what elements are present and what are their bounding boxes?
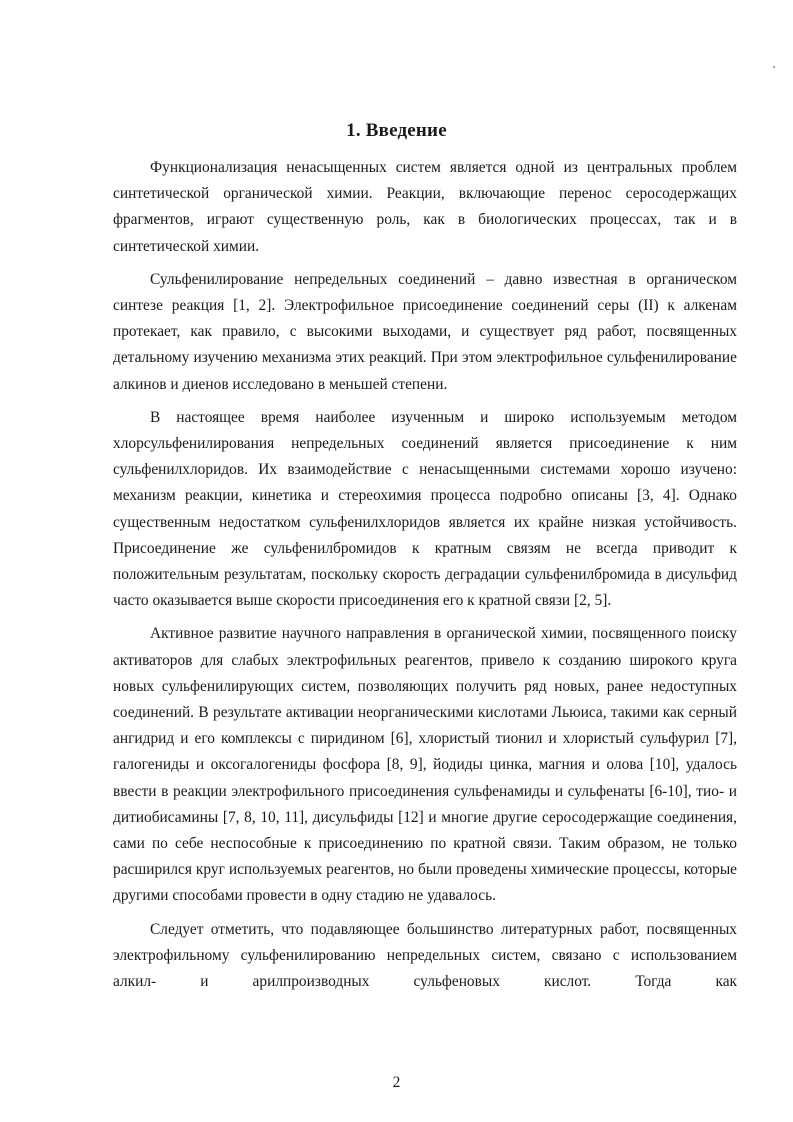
paragraph-2: Сульфенилирование непредельных соединений – давно известная в органическом синтезе реакция [1, 2]. Электрофильное присоединение соединений серы (II) к алкенам протекает, как правило, с высокими выходами, и существует ряд работ, посвященных детальному изучению механизма этих реакций. При этом электрофильное сульфенилирование алкинов и диенов исследовано в меньшей степени. <box>113 270 737 393</box>
document-body <box>113 155 737 995</box>
paragraph-3: В настоящее время наиболее изученным и широко используемым методом хлорсульфенилирования непредельных соединений является присоединение к ним сульфенилхлоридов. Их взаимодействие с ненасыщенными системами хорошо изучено: механизм реакции, кинетика и стереохимия процесса подробно описаны [3, 4]. Однако существенным недостатком сульфенилхлоридов является их крайне низкая устойчивость. Присоединение же сульфенилбромидов к кратным связям не всегда приводит к положительным результатам, поскольку скорость деградации сульфенилбромида в дисульфид часто оказывается выше скорости присоединения его к кратной связи [2, 5]. <box>113 408 737 610</box>
page-number: 2 <box>392 1074 401 1091</box>
paragraph-1: Функционализация ненасыщенных систем является одной из центральных проблем синтетической органической химии. Реакции, включающие перенос серосодержащих фрагментов, играют существенную роль, как в биологических процессах, так и в синтетической химии. <box>113 159 737 255</box>
section-heading: 1. Введение <box>346 120 447 141</box>
scan-speck <box>773 66 775 68</box>
paragraph-5: Следует отметить, что подавляющее большинство литературных работ, посвященных электрофильному сульфенилированию непредельных систем, связано с использованием алкил- и арилпроизводных сульфеновых кислот. Тогда как <box>113 920 737 991</box>
paragraph-4: Активное развитие научного направления в органической химии, посвященного поиску активаторов для слабых электрофильных реагентов, привело к созданию широкого круга новых сульфенилирующих систем, позволяющих получить ряд новых, ранее недоступных соединений. В результате активации неорганическими кислотами Льюиса, такими как серный ангидрид и его комплексы с пиридином [6], хлористый тионил и хлористый сульфурил [7], галогениды и оксогалогениды фосфора [8, 9], йодиды цинка, магния и олова [10], удалось ввести в реакции электрофильного присоединения сульфенамиды и сульфенаты [6-10], тио- и дитиобисамины [7, 8, 10, 11], дисульфиды [12] и многие другие серосодержащие соединения, сами по себе неспособные к присоединению по кратной связи. Таким образом, не только расширился круг используемых реагентов, но были проведены химические процессы, которые другими способами провести в одну стадию не удавалось. <box>113 625 737 905</box>
